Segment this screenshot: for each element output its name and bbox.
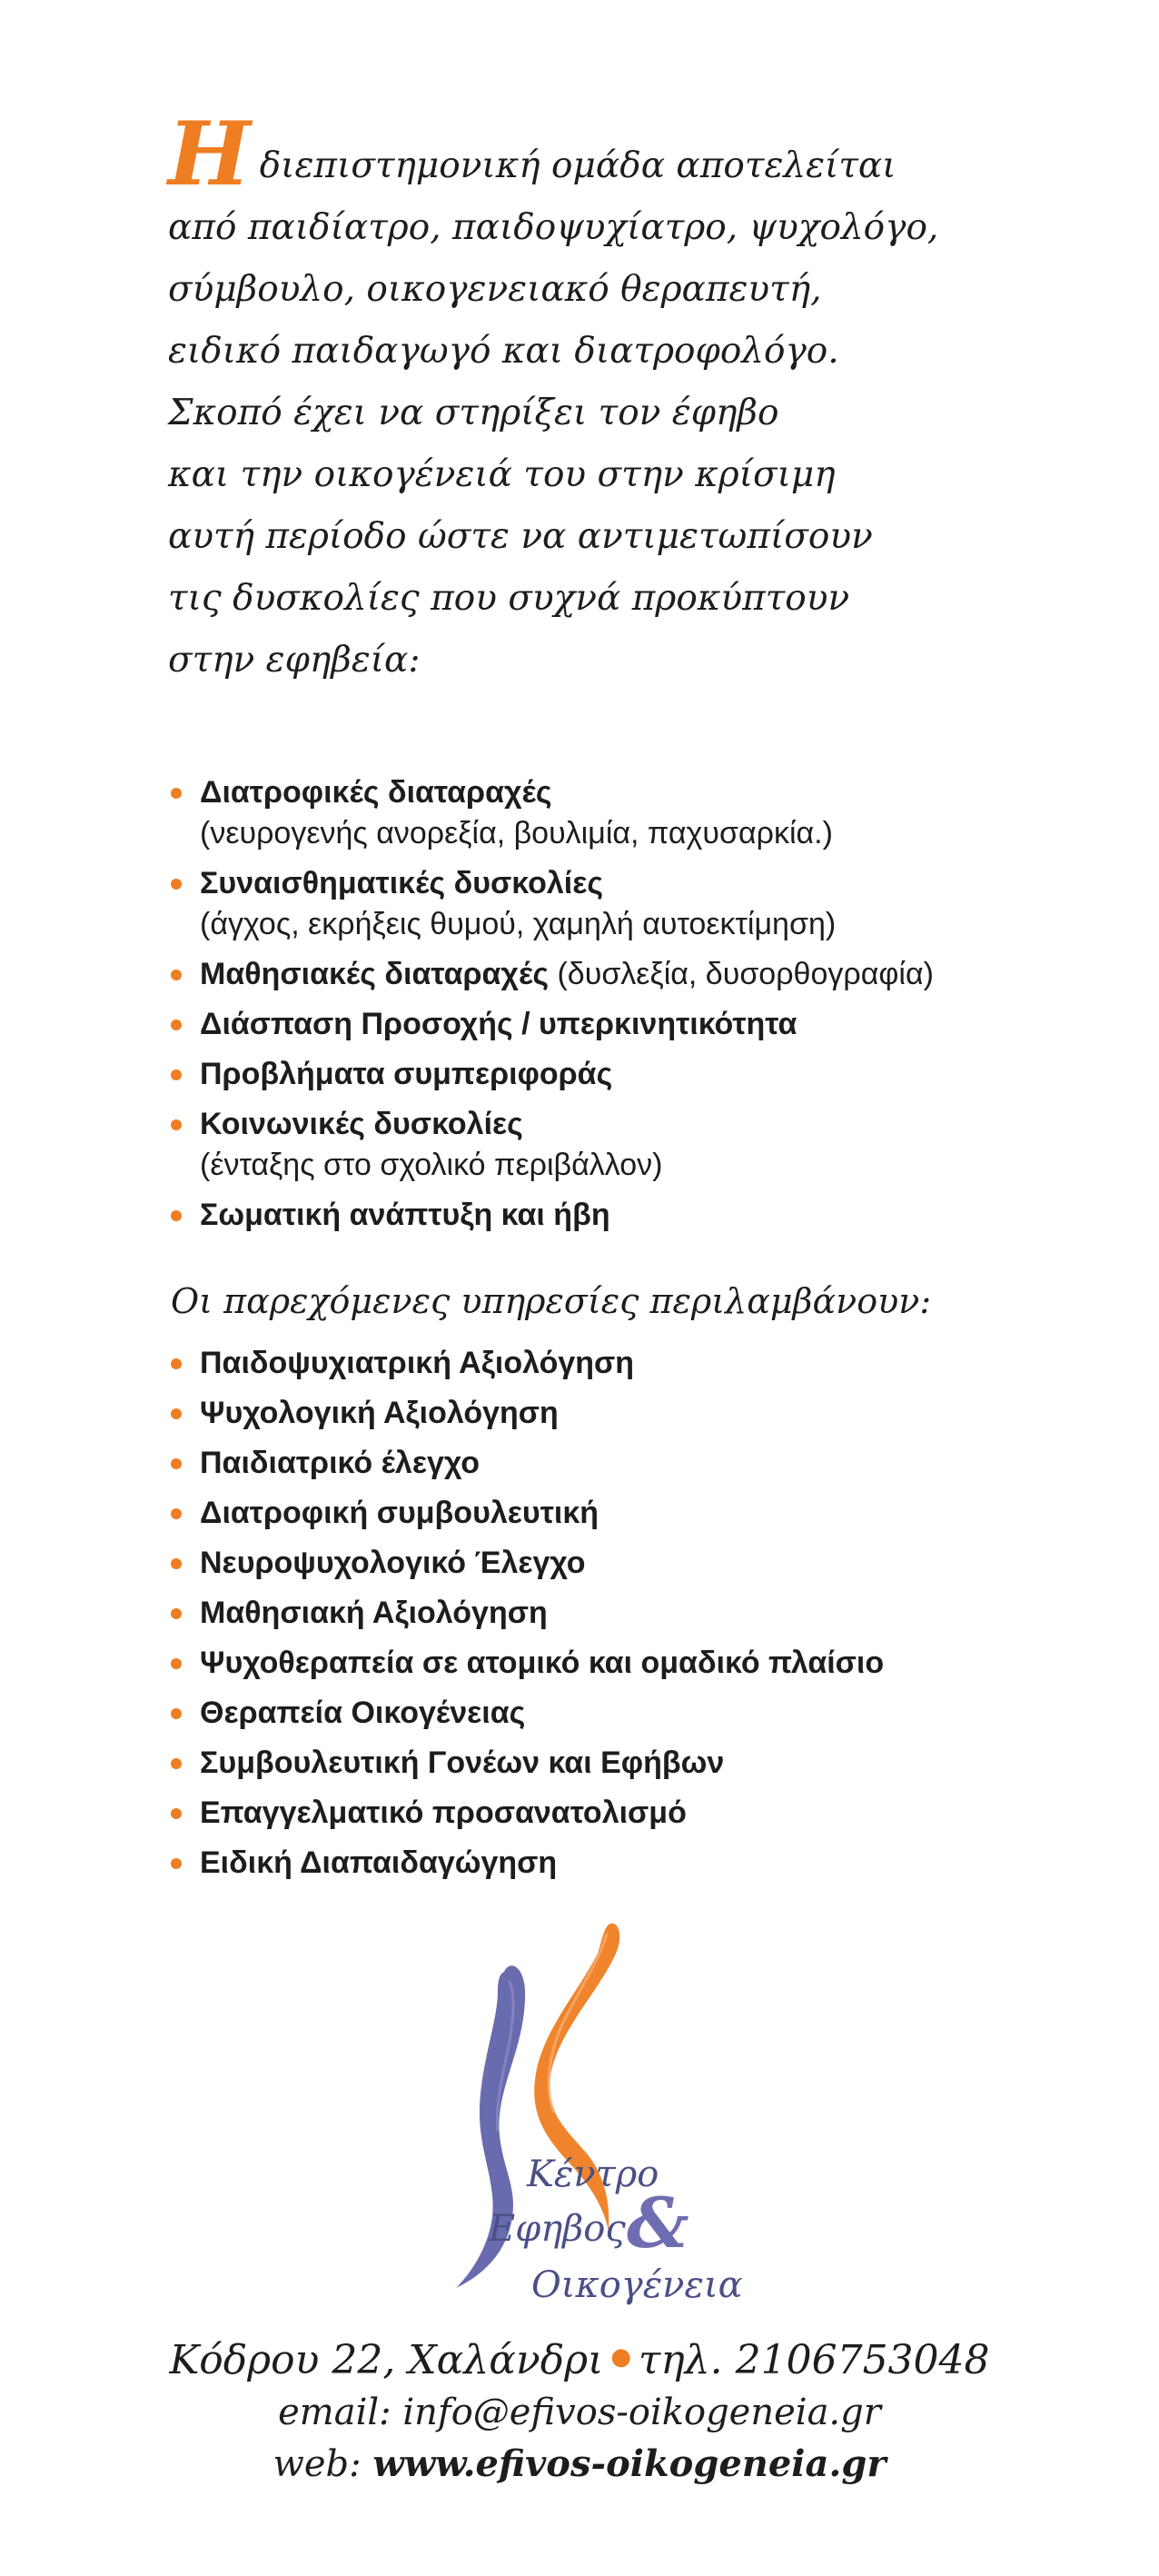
list-item: Μαθησιακές διαταραχές (δυσλεξία, δυσορθογραφία) (171, 954, 1079, 995)
list-item: Διάσπαση Προσοχής / υπερκινητικότητα (171, 1004, 1079, 1045)
bullet-dot-icon (171, 1210, 182, 1221)
list-item: Διατροφικές διαταραχές (νευρογενής ανορεξία, βουλιμία, παχυσαρκία.) (171, 772, 1079, 854)
logo-text-efivos: Εφηβος (489, 2208, 626, 2250)
list-item: Συμβουλευτική Γονέων και Εφήβων (171, 1738, 1079, 1788)
email-link[interactable]: info@efivos-oikogeneia.gr (402, 2392, 881, 2433)
services-heading: Οι παρεχόμενες υπηρεσίες περιλαμβάνουν: (171, 1281, 932, 1321)
bullet-dot-icon (171, 1808, 182, 1819)
list-item: Προβλήματα συμπεριφοράς (171, 1054, 1079, 1095)
bullet-dot-icon (171, 1069, 182, 1080)
intro-line: στην εφηβεία: (168, 640, 421, 681)
services-list (171, 1338, 1079, 1888)
list-item: Επαγγελματικό προσανατολισμό (171, 1788, 1079, 1838)
bullet-dot-icon (171, 1658, 182, 1669)
bullet-dot-icon (171, 788, 182, 799)
list-item: Θεραπεία Οικογένειας (171, 1688, 1079, 1738)
list-item: Διατροφική συμβουλευτική (171, 1488, 1079, 1538)
bullet-dot-icon (171, 1708, 182, 1719)
bullet-dot-icon (171, 1608, 182, 1619)
bullet-dot-icon (171, 1858, 182, 1869)
bullet-dot-icon (171, 1508, 182, 1519)
list-item: Ψυχολογική Αξιολόγηση (171, 1388, 1079, 1438)
intro-line: ειδικό παιδαγωγό και διατροφολόγο. (168, 331, 839, 372)
drop-cap: Η (168, 103, 251, 205)
intro-line: από παιδίατρο, παιδοψυχίατρο, ψυχολόγο, (168, 207, 939, 248)
contact-email-line (0, 2392, 1159, 2433)
phone-text: τηλ. 2106753048 (639, 2337, 990, 2383)
list-item: Κοινωνικές δυσκολίες (ένταξης στο σχολικό περιβάλλον) (171, 1104, 1079, 1186)
list-item: Παιδοψυχιατρική Αξιολόγηση (171, 1338, 1079, 1388)
bullet-dot-icon (171, 1408, 182, 1419)
bullet-dot-icon (171, 1358, 182, 1369)
web-label: web: (272, 2443, 362, 2485)
list-item: Νευροψυχολογικό Έλεγχο (171, 1538, 1079, 1588)
logo-strokes-icon (409, 1917, 772, 2317)
intro-line: Σκοπό έχει να στηρίξει τον έφηβο (168, 393, 779, 433)
email-label: email: (278, 2392, 391, 2433)
list-item: Παιδιατρικό έλεγχο (171, 1438, 1079, 1488)
intro-line: Ηδιεπιστημονική ομάδα αποτελείται (168, 103, 896, 205)
bullet-dot-icon (171, 879, 182, 890)
bullet-dot-icon (171, 1558, 182, 1569)
intro-line: σύμβουλο, οικογενειακό θεραπευτή, (168, 269, 822, 310)
contact-address-line (0, 2337, 1159, 2383)
list-item: Ψυχοθεραπεία σε ατομικό και ομαδικό πλαίσιο (171, 1638, 1079, 1688)
intro-line: και την οικογένειά του στην κρίσιμη (168, 454, 836, 495)
logo-ampersand: & (627, 2183, 689, 2263)
bullet-dot-icon (171, 1758, 182, 1769)
separator-icon: ● (610, 2343, 632, 2371)
web-link[interactable]: www.efivos-oikogeneia.gr (372, 2442, 887, 2485)
list-item: Μαθησιακή Αξιολόγηση (171, 1588, 1079, 1638)
list-item: Συναισθηματικές δυσκολίες (άγχος, εκρήξεις θυμού, χαμηλή αυτοεκτίμηση) (171, 863, 1079, 945)
bullet-dot-icon (171, 1458, 182, 1469)
problems-list (171, 772, 1079, 1245)
contact-web-line (0, 2442, 1159, 2485)
logo-text-oikogeneia: Οικογένεια (531, 2264, 743, 2306)
bullet-dot-icon (171, 1119, 182, 1130)
intro-line: τις δυσκολίες που συχνά προκύπτουν (168, 578, 850, 619)
logo-text-kentro: Κέντρο (527, 2153, 659, 2195)
list-item: Σωματική ανάπτυξη και ήβη (171, 1195, 1079, 1236)
bullet-dot-icon (171, 1019, 182, 1030)
list-item: Ειδική Διαπαιδαγώγηση (171, 1838, 1079, 1888)
intro-line: αυτή περίοδο ώστε να αντιμετωπίσουν (168, 516, 873, 557)
intro-paragraph (168, 103, 986, 691)
bullet-dot-icon (171, 970, 182, 980)
address-text: Κόδρου 22, Χαλάνδρι (169, 2337, 604, 2383)
